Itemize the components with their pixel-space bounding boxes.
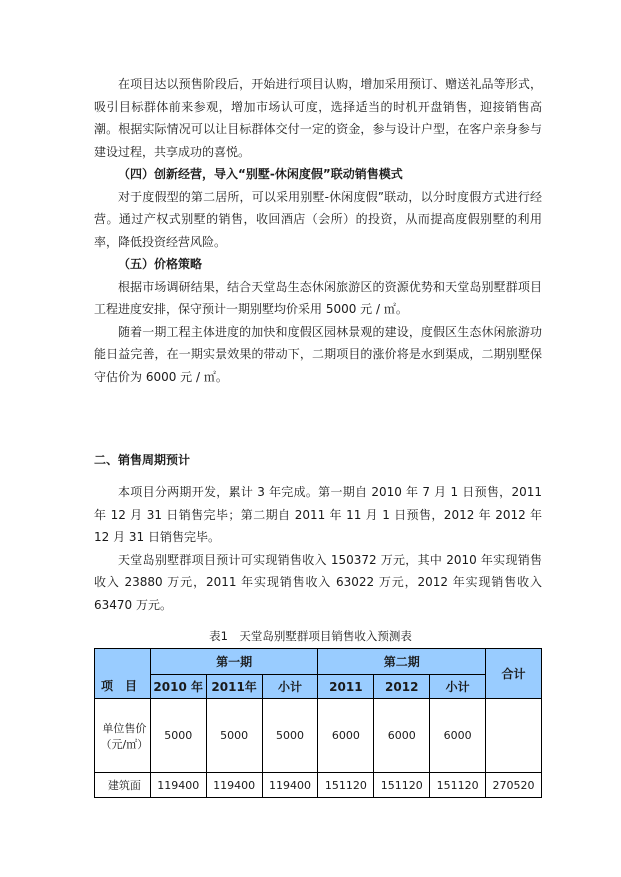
table-cell: 270520 xyxy=(486,773,542,798)
marketing-section xyxy=(94,73,542,388)
sales-cycle-section xyxy=(94,481,542,616)
subheader-cell: 2010 年 xyxy=(150,675,206,699)
header-total: 合计 xyxy=(486,649,542,699)
paragraph-vacation-mode: 对于度假型的第二居所，可以采用别墅-休闲度假”联动，以分时度假方式进行经营。通过产权式别墅的销售，收回酒店（会所）的投资，从而提高度假别墅的利用率，降低投资经营风险。 xyxy=(94,189,542,249)
header-phase2: 第二期 xyxy=(318,649,486,675)
table-cell: 5000 xyxy=(150,699,206,773)
row-label-floor-area: 建筑面 xyxy=(95,773,151,798)
row-label-unit-price: 单位售价（元/㎡） xyxy=(95,699,151,773)
heading-price-strategy: （五）价格策略 xyxy=(118,257,203,271)
subheader-cell: 2012 xyxy=(374,675,430,699)
table-row xyxy=(95,699,542,773)
table-cell: 6000 xyxy=(430,699,486,773)
table-cell: 119400 xyxy=(206,773,262,798)
table-row xyxy=(95,773,542,798)
paragraph-phase1-price: 根据市场调研结果，结合天堂岛生态休闲旅游区的资源优势和天堂岛别墅群项目工程进度安排，保守预计一期别墅均价采用 5000 元 / ㎡。 xyxy=(94,279,542,316)
paragraph-development-schedule: 本项目分两期开发，累计 3 年完成。第一期自 2010 年 7 月 1 日预售，2011 年 12 月 31 日销售完毕；第二期自 2011 年 11 月 1 日预售，2012 年 2012 年 12 月 31 日销售完毕。 xyxy=(94,485,542,544)
table-cell: 119400 xyxy=(150,773,206,798)
table-cell: 151120 xyxy=(430,773,486,798)
paragraph-revenue-forecast: 天堂岛别墅群项目预计可实现销售收入 150372 万元，其中 2010 年实现销售收入 23880 万元，2011 年实现销售收入 63022 万元，2012 年实现销售收入 63470 万元。 xyxy=(94,552,542,612)
table-cell: 5000 xyxy=(262,699,318,773)
table-cell: 119400 xyxy=(262,773,318,798)
heading-innovative-operation: （四）创新经营，导入“别墅-休闲度假”联动销售模式 xyxy=(118,167,403,181)
header-phase1: 第一期 xyxy=(150,649,318,675)
paragraph-phase2-price: 随着一期工程主体进度的加快和度假区园林景观的建设，度假区生态休闲旅游功能日益完善，在一期实景效果的带动下，二期项目的涨价将是水到渠成，二期别墅保守估价为 6000 元 / ㎡。 xyxy=(94,324,542,384)
subheader-cell: 小计 xyxy=(262,675,318,699)
paragraph-presale: 在项目达以预售阶段后，开始进行项目认购，增加采用预订、赠送礼品等形式，吸引目标群体前来参观，增加市场认可度，选择适当的时机开盘销售，迎接销售高潮。根据实际情况可以让目标群体交付一定的资金，参与设计户型，在客户亲身参与建设过程，共享成功的喜悦。 xyxy=(94,77,542,159)
table-cell: 5000 xyxy=(206,699,262,773)
table-cell: 151120 xyxy=(374,773,430,798)
heading-sales-cycle: 二、销售周期预计 xyxy=(94,453,191,467)
subheader-cell: 2011年 xyxy=(206,675,262,699)
table-cell: 6000 xyxy=(318,699,374,773)
table-cell: 151120 xyxy=(318,773,374,798)
header-item: 项 目 xyxy=(95,649,151,699)
table-cell xyxy=(486,699,542,773)
sales-forecast-table xyxy=(94,648,542,798)
subheader-cell: 2011 xyxy=(318,675,374,699)
table-caption: 表1 天堂岛别墅群项目销售收入预测表 xyxy=(209,629,412,643)
table-cell: 6000 xyxy=(374,699,430,773)
subheader-cell: 小计 xyxy=(430,675,486,699)
